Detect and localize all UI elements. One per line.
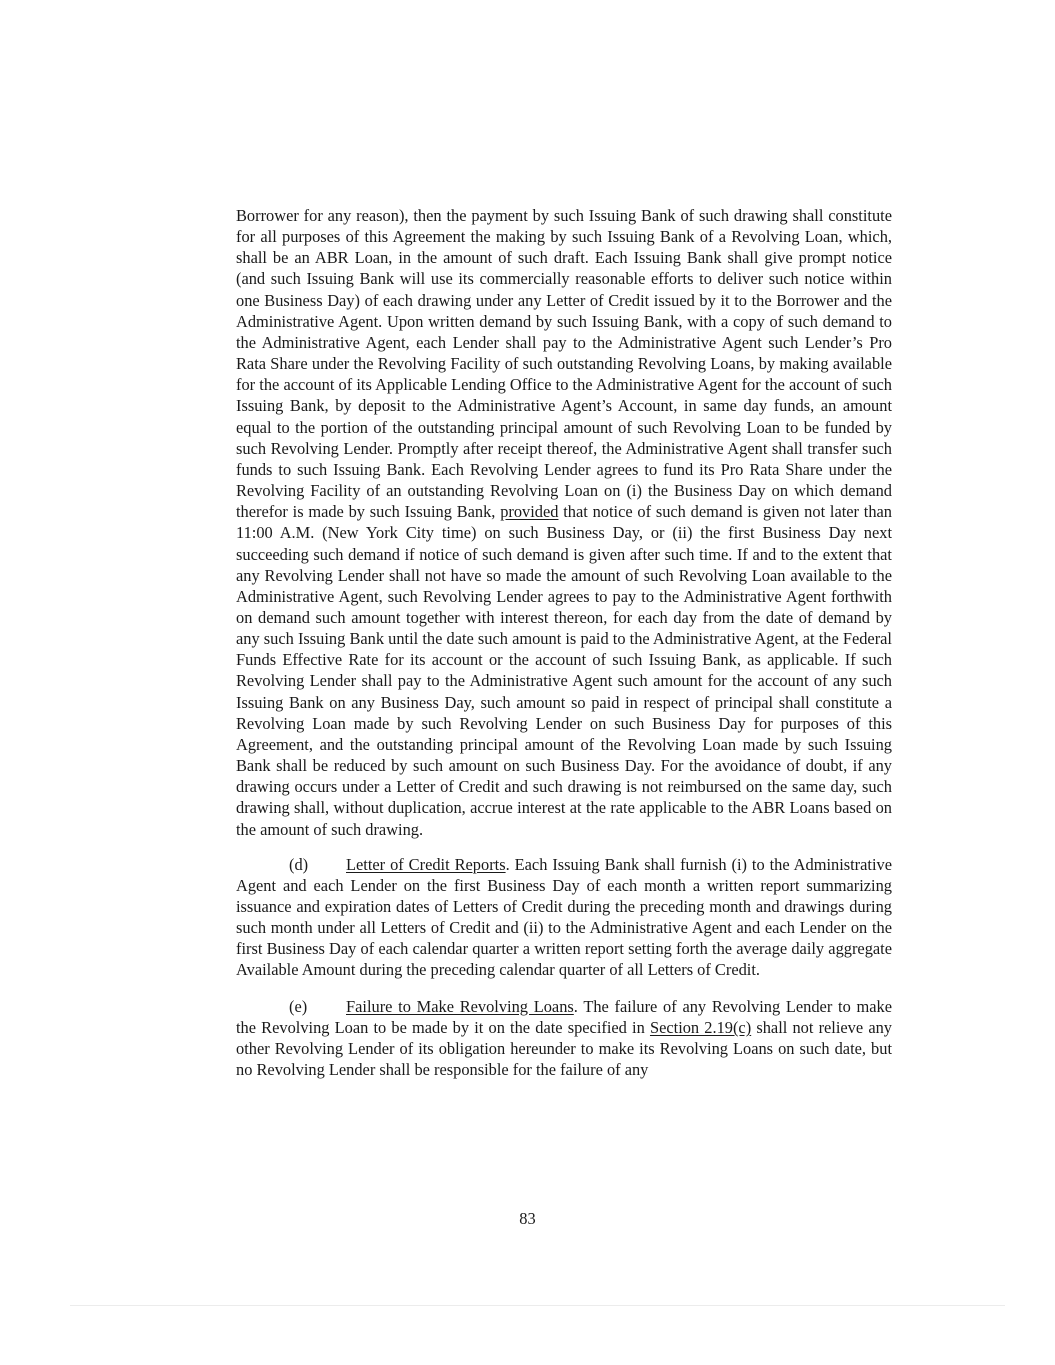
paragraph-d-heading: Letter of Credit Reports [346,854,506,874]
paragraph-c-continued [236,205,892,840]
page-number: 83 [519,1209,536,1228]
paragraph-c-text-part1: Borrower for any reason), then the payment by such Issuing Bank of such drawing shall constitute for all purposes of this Agreement the making by such Issuing Bank of a Revolving Loan, which, shall be an ABR Loan, in the amount of such draft. Each Issuing Bank shall give prompt notice (and such Issuing Bank will use its commercially reasonable efforts to deliver such notice within one Business Day) of each drawing under any Letter of Credit issued by it to the Borrower and the Administrative Agent. Upon written demand by such Issuing Bank, with a copy of such demand to the Administrative Agent, each Lender shall pay to the Administrative Agent such Lender’s Pro Rata Share under the Revolving Facility of such outstanding Revolving Loans, by making available for the account of its Applicable Lending Office to the Administrative Agent for the account of such Issuing Bank, by deposit to the Administrative Agent’s Account, in same day funds, an amount equal to the portion of the outstanding principal amount of such Revolving Loan to be funded by such Revolving Lender. Promptly after receipt thereof, the Administrative Agent shall transfer such funds to such Issuing Bank. Each Revolving Lender agrees to fund its Pro Rata Share under the Revolving Facility of an outstanding Revolving Loan on (i) the Business Day on which demand therefor is made by such Issuing Bank, [236,206,892,522]
paragraph-d-label: (d) [289,854,309,874]
paragraph-e-body-part2: shall not relieve any other Revolving Lender of its obligation hereunder to make its Revolving Loans on such date, but no Revolving Lender shall be responsible for the failure of any [236,1017,892,1080]
section-reference: Section 2.19(c) [649,1017,752,1037]
footer-divider [70,1305,1005,1306]
provided-term: provided [500,502,559,522]
page-body [236,205,892,1095]
paragraph-e-body-part1: . The failure of any Revolving Lender to make the Revolving Loan to be made by it on the date specified in [236,996,893,1037]
paragraph-d [236,854,892,981]
paragraph-e [236,996,892,1081]
paragraph-e-heading: Failure to Make Revolving Loans [346,996,574,1016]
paragraph-e-label: (e) [289,996,308,1016]
paragraph-c-text-part2: that notice of such demand is given not later than 11:00 A.M. (New York City time) on such Business Day, or (ii) the first Business Day next succeeding such demand if notice of such demand is given after such time. If and to the extent that any Revolving Lender shall not have so made the amount of such Revolving Loan available to the Administrative Agent, such Revolving Lender agrees to pay to the Administrative Agent forthwith on demand such amount together with interest thereon, for each day from the date of demand by any such Issuing Bank until the date such amount is paid to the Administrative Agent, at the Federal Funds Effective Rate for its account or the account of such Issuing Bank, as applicable. If such Revolving Lender shall pay to the Administrative Agent such amount for the account of any such Issuing Bank on any Business Day, such amount so paid in respect of principal shall constitute a Revolving Loan made by such Revolving Lender on such Business Day for purposes of this Agreement, and the outstanding principal amount of the Revolving Loan made by such Issuing Bank shall be reduced by such amount on such Business Day. For the avoidance of doubt, if any drawing occurs under a Letter of Credit and such drawing is not reimbursed on the same day, such drawing shall, without duplication, accrue interest at the rate applicable to the ABR Loans based on the amount of such drawing. [236,502,892,839]
paragraph-d-body: . Each Issuing Bank shall furnish (i) to the Administrative Agent and each Lender on the first Business Day of each month a written report summarizing issuance and expiration dates of Letters of Credit during the preceding month and drawings during such month under all Letters of Credit and (ii) to the Administrative Agent and each Lender on the first Business Day of each calendar quarter a written report setting forth the average daily aggregate Available Amount during the preceding calendar quarter of all Letters of Credit. [236,854,892,980]
